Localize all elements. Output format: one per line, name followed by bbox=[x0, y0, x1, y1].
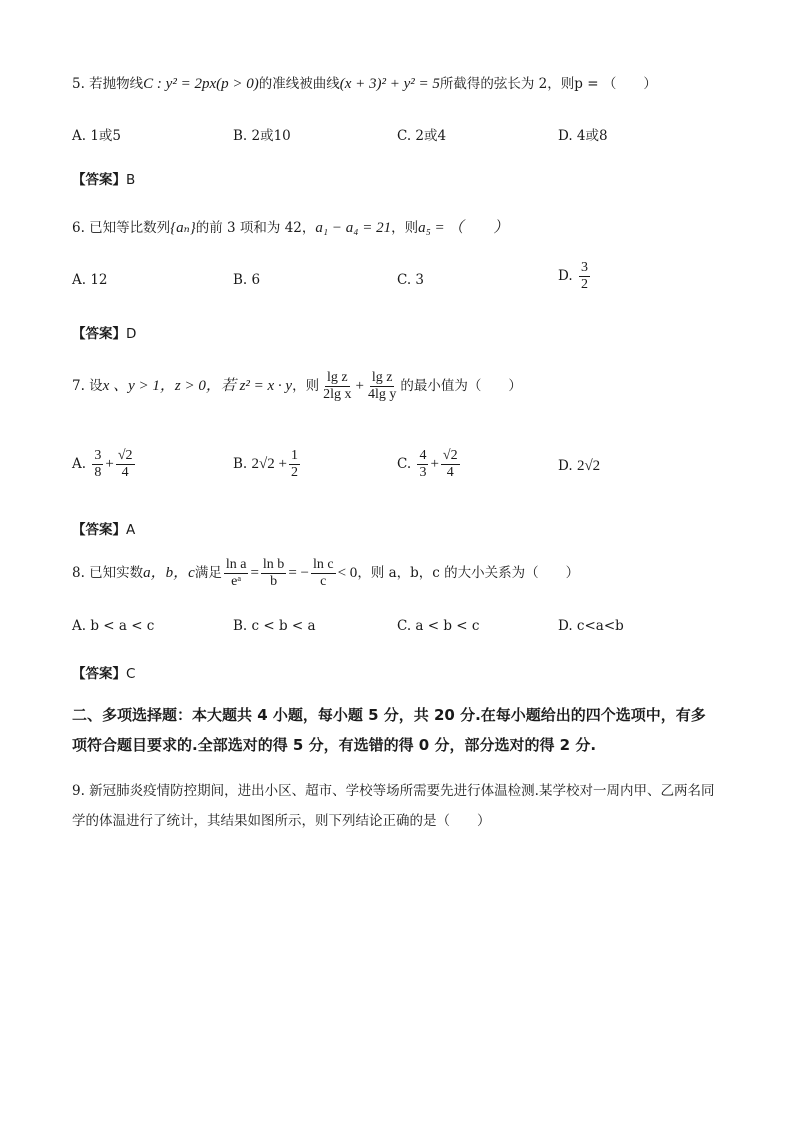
q5-answer-value: B bbox=[126, 172, 136, 188]
q6-option-a: A. 12 bbox=[72, 272, 108, 288]
q5-curve: (x + 3)² + y² = 5 bbox=[339, 76, 440, 92]
q5-option-a: A. 1或5 bbox=[72, 128, 122, 144]
q5-ask: p = （ ） bbox=[574, 76, 657, 92]
q7-option-a-f-num: 3 bbox=[94, 448, 102, 463]
q6-cond: a₁ − a₄ = 21 bbox=[315, 220, 392, 236]
q6-option-d-fraction bbox=[579, 260, 590, 293]
q7-option-b-f-num: 1 bbox=[290, 448, 298, 463]
q8-option-c: C. a < b < c bbox=[397, 618, 480, 634]
q7-option-d bbox=[558, 458, 600, 475]
q7-f1-den: 2lg x bbox=[323, 387, 352, 402]
q5-parabola: C : y² = 2px(p > 0) bbox=[143, 76, 259, 92]
q8-eq-1: = bbox=[250, 565, 259, 581]
q7-stem bbox=[72, 370, 522, 403]
q7-option-a-g-num: √2 bbox=[117, 448, 133, 463]
q7-option-c-frac-2 bbox=[441, 448, 460, 481]
q8-f1-den: eᵃ bbox=[231, 574, 242, 589]
q7-plus: + bbox=[355, 378, 364, 394]
q5-option-b: B. 2或10 bbox=[233, 128, 291, 144]
q5-option-d: D. 4或8 bbox=[558, 128, 608, 144]
q7-option-a-f-den: 8 bbox=[94, 465, 102, 480]
q5-answer-label: 【答案】 bbox=[72, 172, 126, 188]
q7-option-c-g-den: 4 bbox=[446, 465, 454, 480]
q9-line-1: 9. 新冠肺炎疫情防控期间，进出小区、超市、学校等场所需要先进行体温检测.某学校对一周内甲、乙两名同 bbox=[72, 783, 715, 799]
q7-option-d-label: D. bbox=[558, 458, 573, 474]
q8-option-b: B. c < b < a bbox=[233, 618, 316, 634]
q6-stem-mid: 的前 3 项和为 42， bbox=[195, 220, 316, 236]
q7-option-c-plus: + bbox=[430, 456, 439, 472]
section-2-heading bbox=[72, 700, 706, 760]
section-2-line-2: 项符合题目要求的.全部选对的得 5 分，有选错的得 0 分，部分选对的得 2 分. bbox=[72, 736, 597, 754]
q7-option-a-g-den: 4 bbox=[121, 465, 129, 480]
q8-f2-num: ln b bbox=[262, 557, 285, 572]
q8-fraction-1 bbox=[224, 557, 249, 590]
q7-option-a-label: A. bbox=[72, 456, 87, 472]
q7-answer-value: A bbox=[126, 522, 136, 538]
q7-option-a-frac-1 bbox=[92, 448, 103, 481]
q8-vars: a，b，c bbox=[143, 565, 195, 581]
q8-stem bbox=[72, 557, 579, 590]
q7-option-a-plus: + bbox=[105, 456, 114, 472]
q7-stem-suffix: 的最小值为（ ） bbox=[400, 378, 522, 394]
q7-option-a bbox=[72, 448, 137, 481]
q8-f3-den: c bbox=[320, 574, 327, 589]
q6-answer-label: 【答案】 bbox=[72, 326, 126, 342]
q5-option-c: C. 2或4 bbox=[397, 128, 447, 144]
q6-option-d-label: D. bbox=[558, 268, 573, 284]
q8-f2-den: b bbox=[270, 574, 278, 589]
q8-fraction-3 bbox=[311, 557, 336, 590]
q5-stem-prefix: 5. 若抛物线 bbox=[72, 76, 144, 92]
q8-option-a: A. b < a < c bbox=[72, 618, 155, 634]
q8-lt-zero: < 0 bbox=[337, 565, 358, 581]
q8-eq-2: = − bbox=[288, 565, 309, 581]
q7-option-b-lead: 2√2 + bbox=[251, 456, 287, 472]
q8-stem-prefix: 8. 已知实数 bbox=[72, 565, 144, 581]
q6-option-d-den: 2 bbox=[580, 277, 588, 292]
q7-option-b-frac bbox=[289, 448, 300, 481]
q7-stem-prefix: 7. 设 bbox=[72, 378, 103, 394]
q9-line-2: 学的体温进行了统计，其结果如图所示，则下列结论正确的是（ ） bbox=[72, 813, 491, 829]
section-2-line-1: 二、多项选择题：本大题共 4 小题，每小题 5 分，共 20 分.在每小题给出的四个选项中，有多 bbox=[72, 706, 706, 724]
q8-fraction-2 bbox=[261, 557, 286, 590]
q7-option-c-f-den: 3 bbox=[419, 465, 427, 480]
q7-answer-label: 【答案】 bbox=[72, 522, 126, 538]
q6-answer-value: D bbox=[126, 326, 137, 342]
q7-cond: x 、y > 1，z > 0，若 z² = x · y bbox=[102, 378, 293, 394]
q6-stem-suffix: ，则 bbox=[391, 220, 419, 236]
q5-stem-mid: 的准线被曲线 bbox=[258, 76, 340, 92]
q7-option-a-frac-2 bbox=[116, 448, 135, 481]
q8-f3-num: ln c bbox=[312, 557, 334, 572]
q8-answer-label: 【答案】 bbox=[72, 666, 126, 682]
q6-stem-prefix: 6. 已知等比数列 bbox=[72, 220, 171, 236]
q7-stem-mid: ，则 bbox=[292, 378, 320, 394]
q8-answer bbox=[72, 662, 135, 682]
q8-option-d: D. c<a<b bbox=[558, 618, 624, 634]
q6-option-b: B. 6 bbox=[233, 272, 261, 288]
q5-stem-suffix: 所截得的弦长为 2，则 bbox=[439, 76, 575, 92]
q6-option-c: C. 3 bbox=[397, 272, 425, 288]
q7-fraction-2 bbox=[366, 370, 398, 403]
q6-stem bbox=[72, 216, 508, 237]
q7-option-d-value: 2√2 bbox=[576, 458, 601, 474]
q7-option-b-f-den: 2 bbox=[290, 465, 298, 480]
q7-f2-den: 4lg y bbox=[367, 387, 397, 402]
q7-option-c bbox=[397, 448, 462, 481]
q6-ask: a₅ = （ ） bbox=[418, 220, 509, 236]
q7-option-c-label: C. bbox=[397, 456, 412, 472]
q8-stem-mid: 满足 bbox=[194, 565, 222, 581]
q7-option-c-g-num: √2 bbox=[442, 448, 458, 463]
q6-option-d bbox=[558, 260, 592, 293]
q7-f2-num: lg z bbox=[371, 370, 393, 385]
q7-option-c-f-num: 4 bbox=[419, 448, 427, 463]
q7-option-b bbox=[233, 448, 302, 481]
q8-answer-value: C bbox=[126, 666, 136, 682]
q5-stem bbox=[72, 72, 657, 93]
q8-f1-num: ln a bbox=[225, 557, 247, 572]
q5-answer bbox=[72, 168, 135, 188]
q6-answer bbox=[72, 322, 136, 342]
q7-fraction-1 bbox=[321, 370, 353, 403]
q8-stem-suffix: ，则 a，b，c 的大小关系为（ ） bbox=[357, 565, 580, 581]
q6-option-d-num: 3 bbox=[580, 260, 588, 275]
q7-option-b-label: B. bbox=[233, 456, 248, 472]
q7-option-c-frac-1 bbox=[417, 448, 428, 481]
q9-stem bbox=[72, 776, 714, 836]
q6-seq: {aₙ} bbox=[170, 220, 196, 236]
q7-answer bbox=[72, 518, 135, 538]
q7-f1-num: lg z bbox=[326, 370, 348, 385]
